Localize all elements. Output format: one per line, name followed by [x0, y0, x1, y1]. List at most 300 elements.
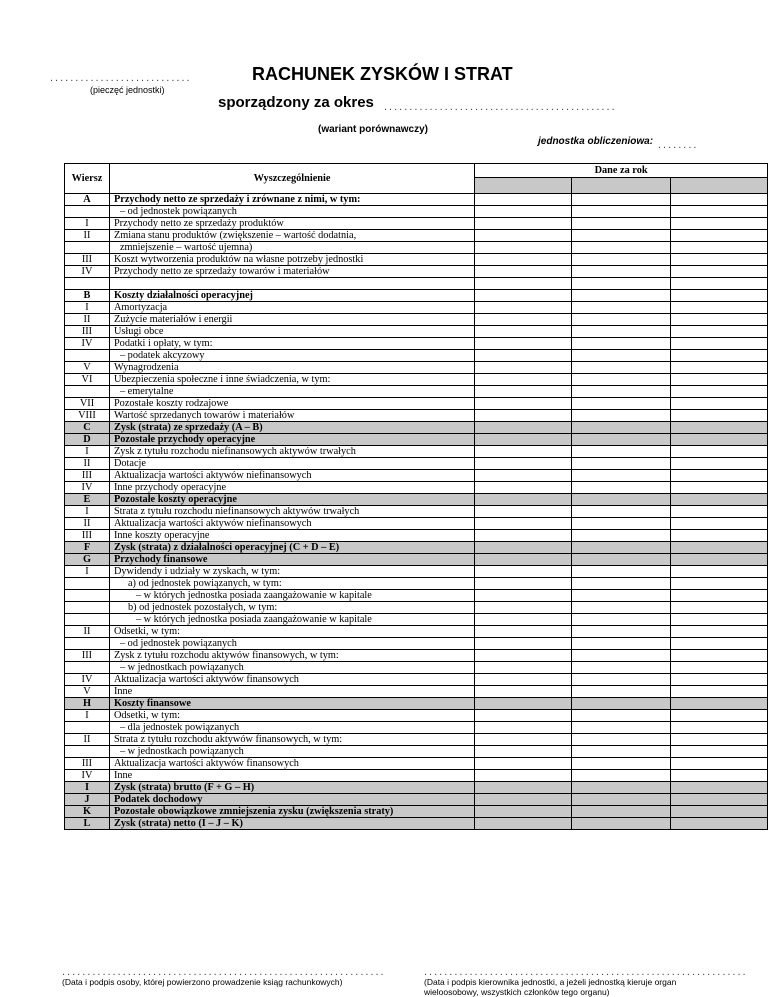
- table-row: [65, 230, 768, 242]
- value-cell[interactable]: [572, 350, 670, 362]
- row-number: L: [65, 818, 110, 830]
- row-description: – w jednostkach powiązanych: [109, 662, 474, 674]
- value-cell[interactable]: [475, 506, 572, 518]
- row-number: [65, 602, 110, 614]
- value-cell[interactable]: [670, 398, 767, 410]
- row-description: Pozostałe koszty rodzajowe: [109, 398, 474, 410]
- value-cell[interactable]: [670, 350, 767, 362]
- stamp-label: (pieczęć jednostki): [90, 85, 165, 95]
- value-cell[interactable]: [670, 254, 767, 266]
- value-cell[interactable]: [670, 518, 767, 530]
- value-cell[interactable]: [475, 194, 572, 206]
- period-dots: ..............................................: [384, 101, 617, 113]
- value-cell[interactable]: [572, 554, 670, 566]
- value-cell[interactable]: [670, 794, 767, 806]
- row-number: B: [65, 290, 110, 302]
- value-cell[interactable]: [475, 386, 572, 398]
- row-number: H: [65, 698, 110, 710]
- value-cell[interactable]: [572, 590, 670, 602]
- value-cell[interactable]: [572, 422, 670, 434]
- value-cell[interactable]: [670, 206, 767, 218]
- value-cell[interactable]: [475, 434, 572, 446]
- value-cell[interactable]: [475, 578, 572, 590]
- row-description: Aktualizacja wartości aktywów niefinansowych: [109, 470, 474, 482]
- table-row: [65, 638, 768, 650]
- value-cell[interactable]: [572, 578, 670, 590]
- value-cell[interactable]: [475, 758, 572, 770]
- value-cell[interactable]: [572, 734, 670, 746]
- value-cell[interactable]: [572, 482, 670, 494]
- value-cell[interactable]: [670, 314, 767, 326]
- value-cell[interactable]: [475, 302, 572, 314]
- value-cell[interactable]: [475, 494, 572, 506]
- value-cell[interactable]: [572, 242, 670, 254]
- value-cell[interactable]: [475, 650, 572, 662]
- value-cell[interactable]: [475, 698, 572, 710]
- row-description: Przychody netto ze sprzedaży produktów: [109, 218, 474, 230]
- row-number: I: [65, 506, 110, 518]
- row-number: D: [65, 434, 110, 446]
- row-number: K: [65, 806, 110, 818]
- row-number: III: [65, 650, 110, 662]
- value-cell[interactable]: [572, 338, 670, 350]
- value-cell[interactable]: [670, 566, 767, 578]
- value-cell[interactable]: [572, 650, 670, 662]
- value-cell[interactable]: [670, 374, 767, 386]
- row-description: – w których jednostka posiada zaangażowanie w kapitale: [109, 590, 474, 602]
- value-cell[interactable]: [475, 734, 572, 746]
- row-description: Zysk (strata) z działalności operacyjnej (C + D – E): [109, 542, 474, 554]
- row-description: – od jednostek powiązanych: [109, 206, 474, 218]
- value-cell[interactable]: [475, 818, 572, 830]
- value-cell[interactable]: [670, 242, 767, 254]
- value-cell[interactable]: [475, 326, 572, 338]
- value-cell[interactable]: [670, 638, 767, 650]
- value-cell[interactable]: [572, 662, 670, 674]
- value-cell[interactable]: [572, 686, 670, 698]
- value-cell[interactable]: [572, 254, 670, 266]
- row-description: Inne przychody operacyjne: [109, 482, 474, 494]
- row-description: Koszty działalności operacyjnej: [109, 290, 474, 302]
- row-number: J: [65, 794, 110, 806]
- value-cell[interactable]: [475, 230, 572, 242]
- row-description: Odsetki, w tym:: [109, 626, 474, 638]
- value-cell[interactable]: [670, 542, 767, 554]
- row-number: [65, 662, 110, 674]
- value-cell[interactable]: [475, 530, 572, 542]
- row-number: I: [65, 710, 110, 722]
- value-cell[interactable]: [475, 290, 572, 302]
- value-cell[interactable]: [572, 494, 670, 506]
- value-cell[interactable]: [670, 218, 767, 230]
- row-description: Aktualizacja wartości aktywów niefinansowych: [109, 518, 474, 530]
- row-number: I: [65, 218, 110, 230]
- row-description: b) od jednostek pozostałych, w tym:: [109, 602, 474, 614]
- value-cell[interactable]: [475, 806, 572, 818]
- row-number: [65, 746, 110, 758]
- table-row: [65, 434, 768, 446]
- table-row: [65, 734, 768, 746]
- value-cell[interactable]: [670, 734, 767, 746]
- table-row: [65, 470, 768, 482]
- row-number: II: [65, 230, 110, 242]
- value-cell[interactable]: [670, 446, 767, 458]
- table-row: [65, 422, 768, 434]
- table-row: [65, 662, 768, 674]
- value-cell[interactable]: [572, 458, 670, 470]
- value-cell[interactable]: [572, 206, 670, 218]
- value-cell[interactable]: [572, 470, 670, 482]
- header-shade-cell: [572, 178, 670, 194]
- row-number: IV: [65, 770, 110, 782]
- value-cell[interactable]: [572, 314, 670, 326]
- table-row: [65, 326, 768, 338]
- value-cell[interactable]: [670, 758, 767, 770]
- row-number: IV: [65, 674, 110, 686]
- value-cell[interactable]: [670, 686, 767, 698]
- row-description: Usługi obce: [109, 326, 474, 338]
- row-number: A: [65, 194, 110, 206]
- row-description: Strata z tytułu rozchodu aktywów finansowych, w tym:: [109, 734, 474, 746]
- value-cell[interactable]: [572, 614, 670, 626]
- table-row: [65, 482, 768, 494]
- table-row: [65, 458, 768, 470]
- table-row: [65, 602, 768, 614]
- value-cell[interactable]: [572, 530, 670, 542]
- table-row: [65, 758, 768, 770]
- row-number: II: [65, 458, 110, 470]
- row-description: Podatek dochodowy: [109, 794, 474, 806]
- row-description: Amortyzacja: [109, 302, 474, 314]
- row-description: Ubezpieczenia społeczne i inne świadczenia, w tym:: [109, 374, 474, 386]
- value-cell[interactable]: [670, 662, 767, 674]
- value-cell[interactable]: [572, 566, 670, 578]
- table-row: [65, 578, 768, 590]
- value-cell[interactable]: [572, 218, 670, 230]
- value-cell[interactable]: [475, 410, 572, 422]
- value-cell[interactable]: [670, 746, 767, 758]
- value-cell[interactable]: [475, 218, 572, 230]
- row-description: Dotacje: [109, 458, 474, 470]
- header-shade-cell: [475, 178, 572, 194]
- table-row: [65, 806, 768, 818]
- value-cell[interactable]: [572, 746, 670, 758]
- value-cell[interactable]: [475, 674, 572, 686]
- value-cell[interactable]: [572, 674, 670, 686]
- value-cell[interactable]: [670, 494, 767, 506]
- footer-left-caption: (Data i podpis osoby, której powierzono prowadzenie ksiąg rachunkowych): [62, 977, 343, 987]
- value-cell[interactable]: [670, 806, 767, 818]
- table-row: [65, 314, 768, 326]
- value-cell[interactable]: [670, 614, 767, 626]
- value-cell[interactable]: [475, 722, 572, 734]
- table-row: [65, 242, 768, 254]
- table-row: [65, 254, 768, 266]
- row-number: G: [65, 554, 110, 566]
- value-cell[interactable]: [475, 338, 572, 350]
- value-cell[interactable]: [475, 362, 572, 374]
- value-cell[interactable]: [670, 626, 767, 638]
- value-cell[interactable]: [572, 362, 670, 374]
- value-cell[interactable]: [670, 722, 767, 734]
- value-cell[interactable]: [572, 506, 670, 518]
- value-cell[interactable]: [572, 290, 670, 302]
- value-cell[interactable]: [572, 386, 670, 398]
- table-row: [65, 362, 768, 374]
- table-row: [65, 530, 768, 542]
- table-row: [65, 746, 768, 758]
- page-title: RACHUNEK ZYSKÓW I STRAT: [252, 64, 513, 84]
- value-cell[interactable]: [572, 302, 670, 314]
- value-cell[interactable]: [670, 422, 767, 434]
- value-cell[interactable]: [572, 770, 670, 782]
- value-cell[interactable]: [670, 386, 767, 398]
- row-number: [65, 578, 110, 590]
- value-cell[interactable]: [475, 770, 572, 782]
- table-row: [65, 794, 768, 806]
- value-cell[interactable]: [475, 782, 572, 794]
- value-cell[interactable]: [670, 698, 767, 710]
- row-number: E: [65, 494, 110, 506]
- row-description: a) od jednostek powiązanych, w tym:: [109, 578, 474, 590]
- table-row: [65, 566, 768, 578]
- value-cell[interactable]: [670, 338, 767, 350]
- value-cell[interactable]: [670, 290, 767, 302]
- value-cell[interactable]: [670, 362, 767, 374]
- value-cell[interactable]: [572, 710, 670, 722]
- table-row: [65, 494, 768, 506]
- row-number: [65, 638, 110, 650]
- row-description: Pozostałe koszty operacyjne: [109, 494, 474, 506]
- row-description: – podatek akcyzowy: [109, 350, 474, 362]
- value-cell[interactable]: [475, 374, 572, 386]
- value-cell[interactable]: [475, 542, 572, 554]
- value-cell[interactable]: [572, 398, 670, 410]
- table-row: [65, 194, 768, 206]
- value-cell[interactable]: [670, 326, 767, 338]
- value-cell[interactable]: [475, 470, 572, 482]
- row-description: Koszty finansowe: [109, 698, 474, 710]
- value-cell[interactable]: [670, 650, 767, 662]
- value-cell[interactable]: [572, 626, 670, 638]
- table-body: [65, 194, 768, 830]
- empty-cell: [670, 278, 767, 290]
- value-cell[interactable]: [670, 782, 767, 794]
- value-cell[interactable]: [475, 626, 572, 638]
- header-row-col: Wiersz: [65, 164, 110, 194]
- value-cell[interactable]: [572, 638, 670, 650]
- table-row: [65, 206, 768, 218]
- value-cell[interactable]: [475, 422, 572, 434]
- value-cell[interactable]: [572, 410, 670, 422]
- table-row: [65, 350, 768, 362]
- value-cell[interactable]: [670, 410, 767, 422]
- table-row: [65, 614, 768, 626]
- value-cell[interactable]: [475, 242, 572, 254]
- table-row: [65, 770, 768, 782]
- empty-cell: [475, 278, 572, 290]
- value-cell[interactable]: [572, 722, 670, 734]
- value-cell[interactable]: [475, 602, 572, 614]
- table-row: [65, 650, 768, 662]
- value-cell[interactable]: [475, 566, 572, 578]
- value-cell[interactable]: [670, 554, 767, 566]
- row-number: I: [65, 782, 110, 794]
- table-row: [65, 722, 768, 734]
- row-description: Zysk z tytułu rozchodu niefinansowych aktywów trwałych: [109, 446, 474, 458]
- value-cell[interactable]: [670, 470, 767, 482]
- value-cell[interactable]: [475, 746, 572, 758]
- row-number: III: [65, 254, 110, 266]
- row-description: Pozostałe obowiązkowe zmniejszenia zysku (zwiększenia straty): [109, 806, 474, 818]
- row-description: Podatki i opłaty, w tym:: [109, 338, 474, 350]
- value-cell[interactable]: [572, 602, 670, 614]
- table-row: [65, 710, 768, 722]
- value-cell[interactable]: [572, 326, 670, 338]
- value-cell[interactable]: [670, 674, 767, 686]
- value-cell[interactable]: [572, 542, 670, 554]
- table-row: [65, 410, 768, 422]
- value-cell[interactable]: [475, 350, 572, 362]
- value-cell[interactable]: [670, 530, 767, 542]
- value-cell[interactable]: [572, 518, 670, 530]
- value-cell[interactable]: [670, 590, 767, 602]
- period-label: sporządzony za okres: [218, 94, 374, 111]
- row-number: IV: [65, 266, 110, 278]
- value-cell[interactable]: [670, 578, 767, 590]
- value-cell[interactable]: [475, 638, 572, 650]
- table-row: [65, 290, 768, 302]
- value-cell[interactable]: [670, 302, 767, 314]
- value-cell[interactable]: [572, 374, 670, 386]
- row-description: Inne koszty operacyjne: [109, 530, 474, 542]
- value-cell[interactable]: [475, 266, 572, 278]
- row-number: F: [65, 542, 110, 554]
- value-cell[interactable]: [475, 686, 572, 698]
- row-number: II: [65, 314, 110, 326]
- value-cell[interactable]: [670, 434, 767, 446]
- table-row: [65, 518, 768, 530]
- row-number: I: [65, 566, 110, 578]
- value-cell[interactable]: [670, 230, 767, 242]
- value-cell[interactable]: [475, 482, 572, 494]
- row-number: I: [65, 446, 110, 458]
- row-description: Pozostałe przychody operacyjne: [109, 434, 474, 446]
- variant-label: (wariant porównawczy): [318, 124, 429, 135]
- value-cell[interactable]: [475, 662, 572, 674]
- row-number: C: [65, 422, 110, 434]
- value-cell[interactable]: [475, 590, 572, 602]
- header-data-col: Dane za rok: [475, 164, 768, 178]
- row-number: VIII: [65, 410, 110, 422]
- table-row: [65, 386, 768, 398]
- row-number: [65, 722, 110, 734]
- table-row: [65, 446, 768, 458]
- row-number: IV: [65, 482, 110, 494]
- row-description: Inne: [109, 770, 474, 782]
- row-description: – w jednostkach powiązanych: [109, 746, 474, 758]
- value-cell[interactable]: [572, 794, 670, 806]
- value-cell[interactable]: [475, 458, 572, 470]
- value-cell[interactable]: [572, 194, 670, 206]
- row-number: III: [65, 326, 110, 338]
- row-description: zmniejszenie – wartość ujemna): [109, 242, 474, 254]
- table-row: [65, 374, 768, 386]
- row-number: III: [65, 758, 110, 770]
- value-cell[interactable]: [670, 602, 767, 614]
- value-cell[interactable]: [475, 314, 572, 326]
- table-row: [65, 398, 768, 410]
- value-cell[interactable]: [670, 482, 767, 494]
- value-cell[interactable]: [572, 818, 670, 830]
- row-number: [65, 206, 110, 218]
- value-cell[interactable]: [572, 434, 670, 446]
- value-cell[interactable]: [572, 782, 670, 794]
- table-row: [65, 686, 768, 698]
- row-description: Zużycie materiałów i energii: [109, 314, 474, 326]
- value-cell[interactable]: [475, 398, 572, 410]
- value-cell[interactable]: [572, 266, 670, 278]
- row-description: – emerytalne: [109, 386, 474, 398]
- row-description: Przychody netto ze sprzedaży towarów i materiałów: [109, 266, 474, 278]
- value-cell[interactable]: [475, 518, 572, 530]
- value-cell[interactable]: [475, 554, 572, 566]
- empty-cell: [572, 278, 670, 290]
- income-statement-table: [64, 163, 768, 830]
- value-cell[interactable]: [572, 758, 670, 770]
- value-cell[interactable]: [475, 614, 572, 626]
- row-description: Aktualizacja wartości aktywów finansowych: [109, 758, 474, 770]
- value-cell[interactable]: [670, 710, 767, 722]
- table-row: [65, 554, 768, 566]
- row-description: Wynagrodzenia: [109, 362, 474, 374]
- row-number: II: [65, 734, 110, 746]
- value-cell[interactable]: [475, 794, 572, 806]
- value-cell[interactable]: [475, 446, 572, 458]
- row-description: Zmiana stanu produktów (zwiększenie – wartość dodatnia,: [109, 230, 474, 242]
- row-number: III: [65, 470, 110, 482]
- header-shade-cell: [670, 178, 767, 194]
- table-row: [65, 782, 768, 794]
- table-row: [65, 542, 768, 554]
- value-cell[interactable]: [572, 230, 670, 242]
- footer-right-caption: (Data i podpis kierownika jednostki, a jeżeli jednostką kieruje organ wieloosobowy, wszystkich członków tego organu): [424, 977, 677, 997]
- value-cell[interactable]: [670, 458, 767, 470]
- value-cell[interactable]: [670, 770, 767, 782]
- value-cell[interactable]: [670, 818, 767, 830]
- value-cell[interactable]: [572, 806, 670, 818]
- table-row: [65, 266, 768, 278]
- value-cell[interactable]: [475, 254, 572, 266]
- value-cell[interactable]: [475, 206, 572, 218]
- table-row: [65, 698, 768, 710]
- value-cell[interactable]: [572, 698, 670, 710]
- table-row: [65, 302, 768, 314]
- empty-cell: [109, 278, 474, 290]
- value-cell[interactable]: [670, 266, 767, 278]
- empty-cell: [65, 278, 110, 290]
- spacer-row: [65, 278, 768, 290]
- value-cell[interactable]: [670, 194, 767, 206]
- value-cell[interactable]: [670, 506, 767, 518]
- value-cell[interactable]: [475, 710, 572, 722]
- row-description: Aktualizacja wartości aktywów finansowych: [109, 674, 474, 686]
- row-number: IV: [65, 338, 110, 350]
- table-row: [65, 818, 768, 830]
- value-cell[interactable]: [572, 446, 670, 458]
- row-number: [65, 386, 110, 398]
- table-row: [65, 506, 768, 518]
